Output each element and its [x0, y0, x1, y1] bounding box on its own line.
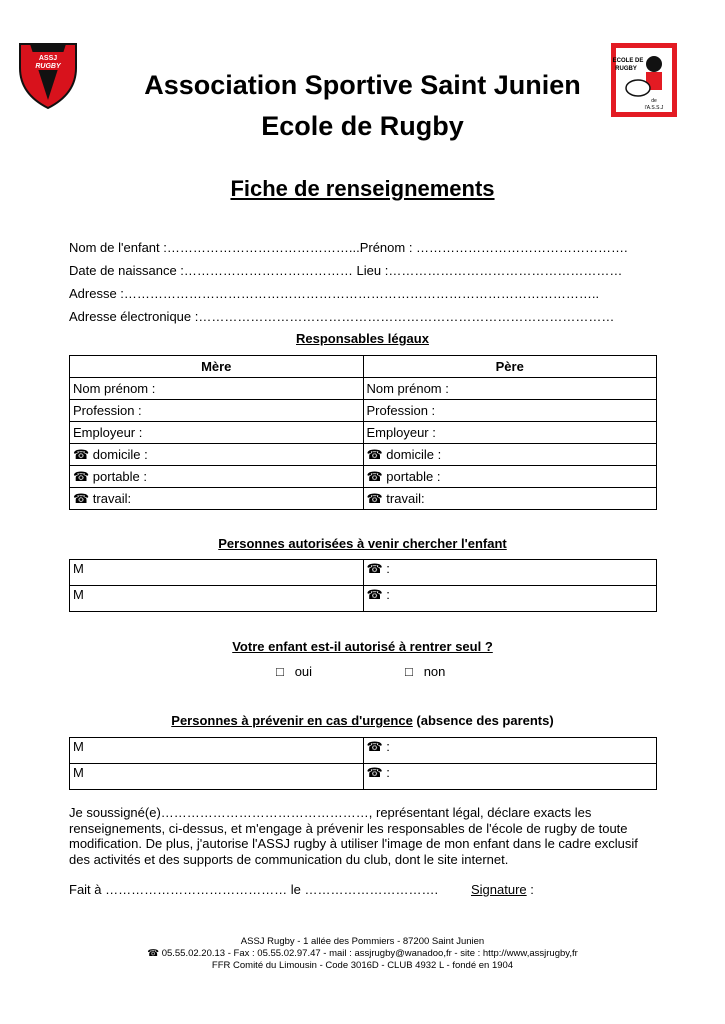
declaration-line-3: modification. De plus, j'autorise l'ASSJ rugby à utiliser l'image de mon enfant dans le cadre exclusif: [69, 836, 638, 851]
logo-left-text-2: RUGBY: [35, 63, 61, 70]
address-field[interactable]: Adresse :………………………………………………………………………………………………..: [69, 286, 600, 301]
oui-option[interactable]: [276, 664, 312, 679]
logo-right-text-1: ECOLE DE: [612, 58, 644, 64]
page-subtitle-school: Ecole de Rugby: [261, 111, 464, 141]
table-row: [70, 378, 657, 400]
urgence-1-phone-cell[interactable]: ☎ :: [363, 738, 657, 764]
urgence-table: [69, 737, 657, 790]
non-label: non: [423, 664, 446, 679]
table-row: [70, 560, 657, 586]
declaration-paragraph: [69, 805, 669, 867]
urgence-title: Personnes à prévenir en cas d'urgence (absence des parents): [171, 713, 554, 728]
non-checkbox[interactable]: □: [405, 664, 413, 679]
urgence-2-phone-cell[interactable]: ☎ :: [363, 764, 657, 790]
logo-left-text-1: ASSJ: [38, 55, 58, 62]
mere-portable-cell[interactable]: ☎ portable :: [70, 466, 364, 488]
pere-domicile-cell[interactable]: ☎ domicile :: [363, 444, 657, 466]
table-row: [70, 764, 657, 790]
fait-a-field[interactable]: Fait à …………………………………… le ………………………….: [69, 882, 439, 897]
table-row: [70, 586, 657, 612]
signature-label: Signature: [471, 882, 527, 897]
logo-right-text-2: RUGBY: [615, 66, 637, 72]
oui-label: oui: [294, 664, 313, 679]
logo-right-text-4: l'A.S.S.J: [644, 105, 664, 111]
pere-travail-cell[interactable]: ☎ travail:: [363, 488, 657, 510]
pere-employeur-cell[interactable]: Employeur :: [363, 422, 657, 444]
mere-nom-cell[interactable]: Nom prénom :: [70, 378, 364, 400]
mere-employeur-cell[interactable]: Employeur :: [70, 422, 364, 444]
oui-checkbox[interactable]: □: [276, 664, 284, 679]
table-row: [70, 422, 657, 444]
table-row: [70, 400, 657, 422]
logo-right-text-3: de: [651, 98, 657, 104]
form-title: Fiche de renseignements: [230, 176, 495, 201]
mere-domicile-cell[interactable]: ☎ domicile :: [70, 444, 364, 466]
footer: [0, 936, 725, 972]
responsables-table: [69, 355, 657, 510]
mere-profession-cell[interactable]: Profession :: [70, 400, 364, 422]
table-row: [70, 488, 657, 510]
autorisees-table: [69, 559, 657, 612]
footer-contact: ☎ 05.55.02.20.13 - Fax : 05.55.02.97.47 - mail : assjrugby@wanadoo,fr - site : http://www,assjrugby,fr: [147, 948, 578, 959]
autorisee-2-name-cell[interactable]: M: [70, 586, 364, 612]
responsables-title: Responsables légaux: [296, 331, 429, 346]
urgence-2-name-cell[interactable]: M: [70, 764, 364, 790]
table-row: [70, 738, 657, 764]
mere-travail-cell[interactable]: ☎ travail:: [70, 488, 364, 510]
page-title: Association Sportive Saint Junien: [144, 70, 581, 100]
autorisee-1-phone-cell[interactable]: ☎ :: [363, 560, 657, 586]
mere-header: Mère: [70, 356, 364, 378]
signature-field[interactable]: Signature :: [471, 882, 534, 897]
footer-address: ASSJ Rugby - 1 allée des Pommiers - 87200 Saint Junien: [240, 936, 485, 947]
urgence-1-name-cell[interactable]: M: [70, 738, 364, 764]
birth-date-field[interactable]: Date de naissance :………………………………… Lieu :………………………………………………: [69, 263, 623, 278]
declaration-line-1[interactable]: Je soussigné(e)…………………………………………, représentant légal, déclare exacts les: [69, 805, 592, 820]
table-row: [70, 444, 657, 466]
autorisee-2-phone-cell[interactable]: ☎ :: [363, 586, 657, 612]
pere-profession-cell[interactable]: Profession :: [363, 400, 657, 422]
autorisees-title: Personnes autorisées à venir chercher l'enfant: [218, 536, 507, 551]
pere-nom-cell[interactable]: Nom prénom :: [363, 378, 657, 400]
declaration-line-4: des activités et des supports de communication du club, dont le site internet.: [69, 851, 509, 867]
table-row: [70, 466, 657, 488]
non-option[interactable]: [405, 664, 445, 679]
autorisee-1-name-cell[interactable]: M: [70, 560, 364, 586]
pere-header: Père: [363, 356, 657, 378]
child-name-field[interactable]: Nom de l'enfant :……………………………………...Prénom : ………………………………………….: [69, 240, 628, 255]
declaration-line-2: renseignements, ci-dessus, et m'engage à prévenir les responsables de l'école de rugby de toute: [69, 820, 628, 836]
pere-portable-cell[interactable]: ☎ portable :: [363, 466, 657, 488]
rentrer-seul-title: Votre enfant est-il autorisé à rentrer seul ?: [232, 639, 493, 654]
footer-federation: FFR Comité du Limousin - Code 3016D - CLUB 4932 L - fondé en 1904: [211, 960, 514, 971]
email-field[interactable]: Adresse électronique :……………………………………………………………………………………: [69, 309, 615, 324]
